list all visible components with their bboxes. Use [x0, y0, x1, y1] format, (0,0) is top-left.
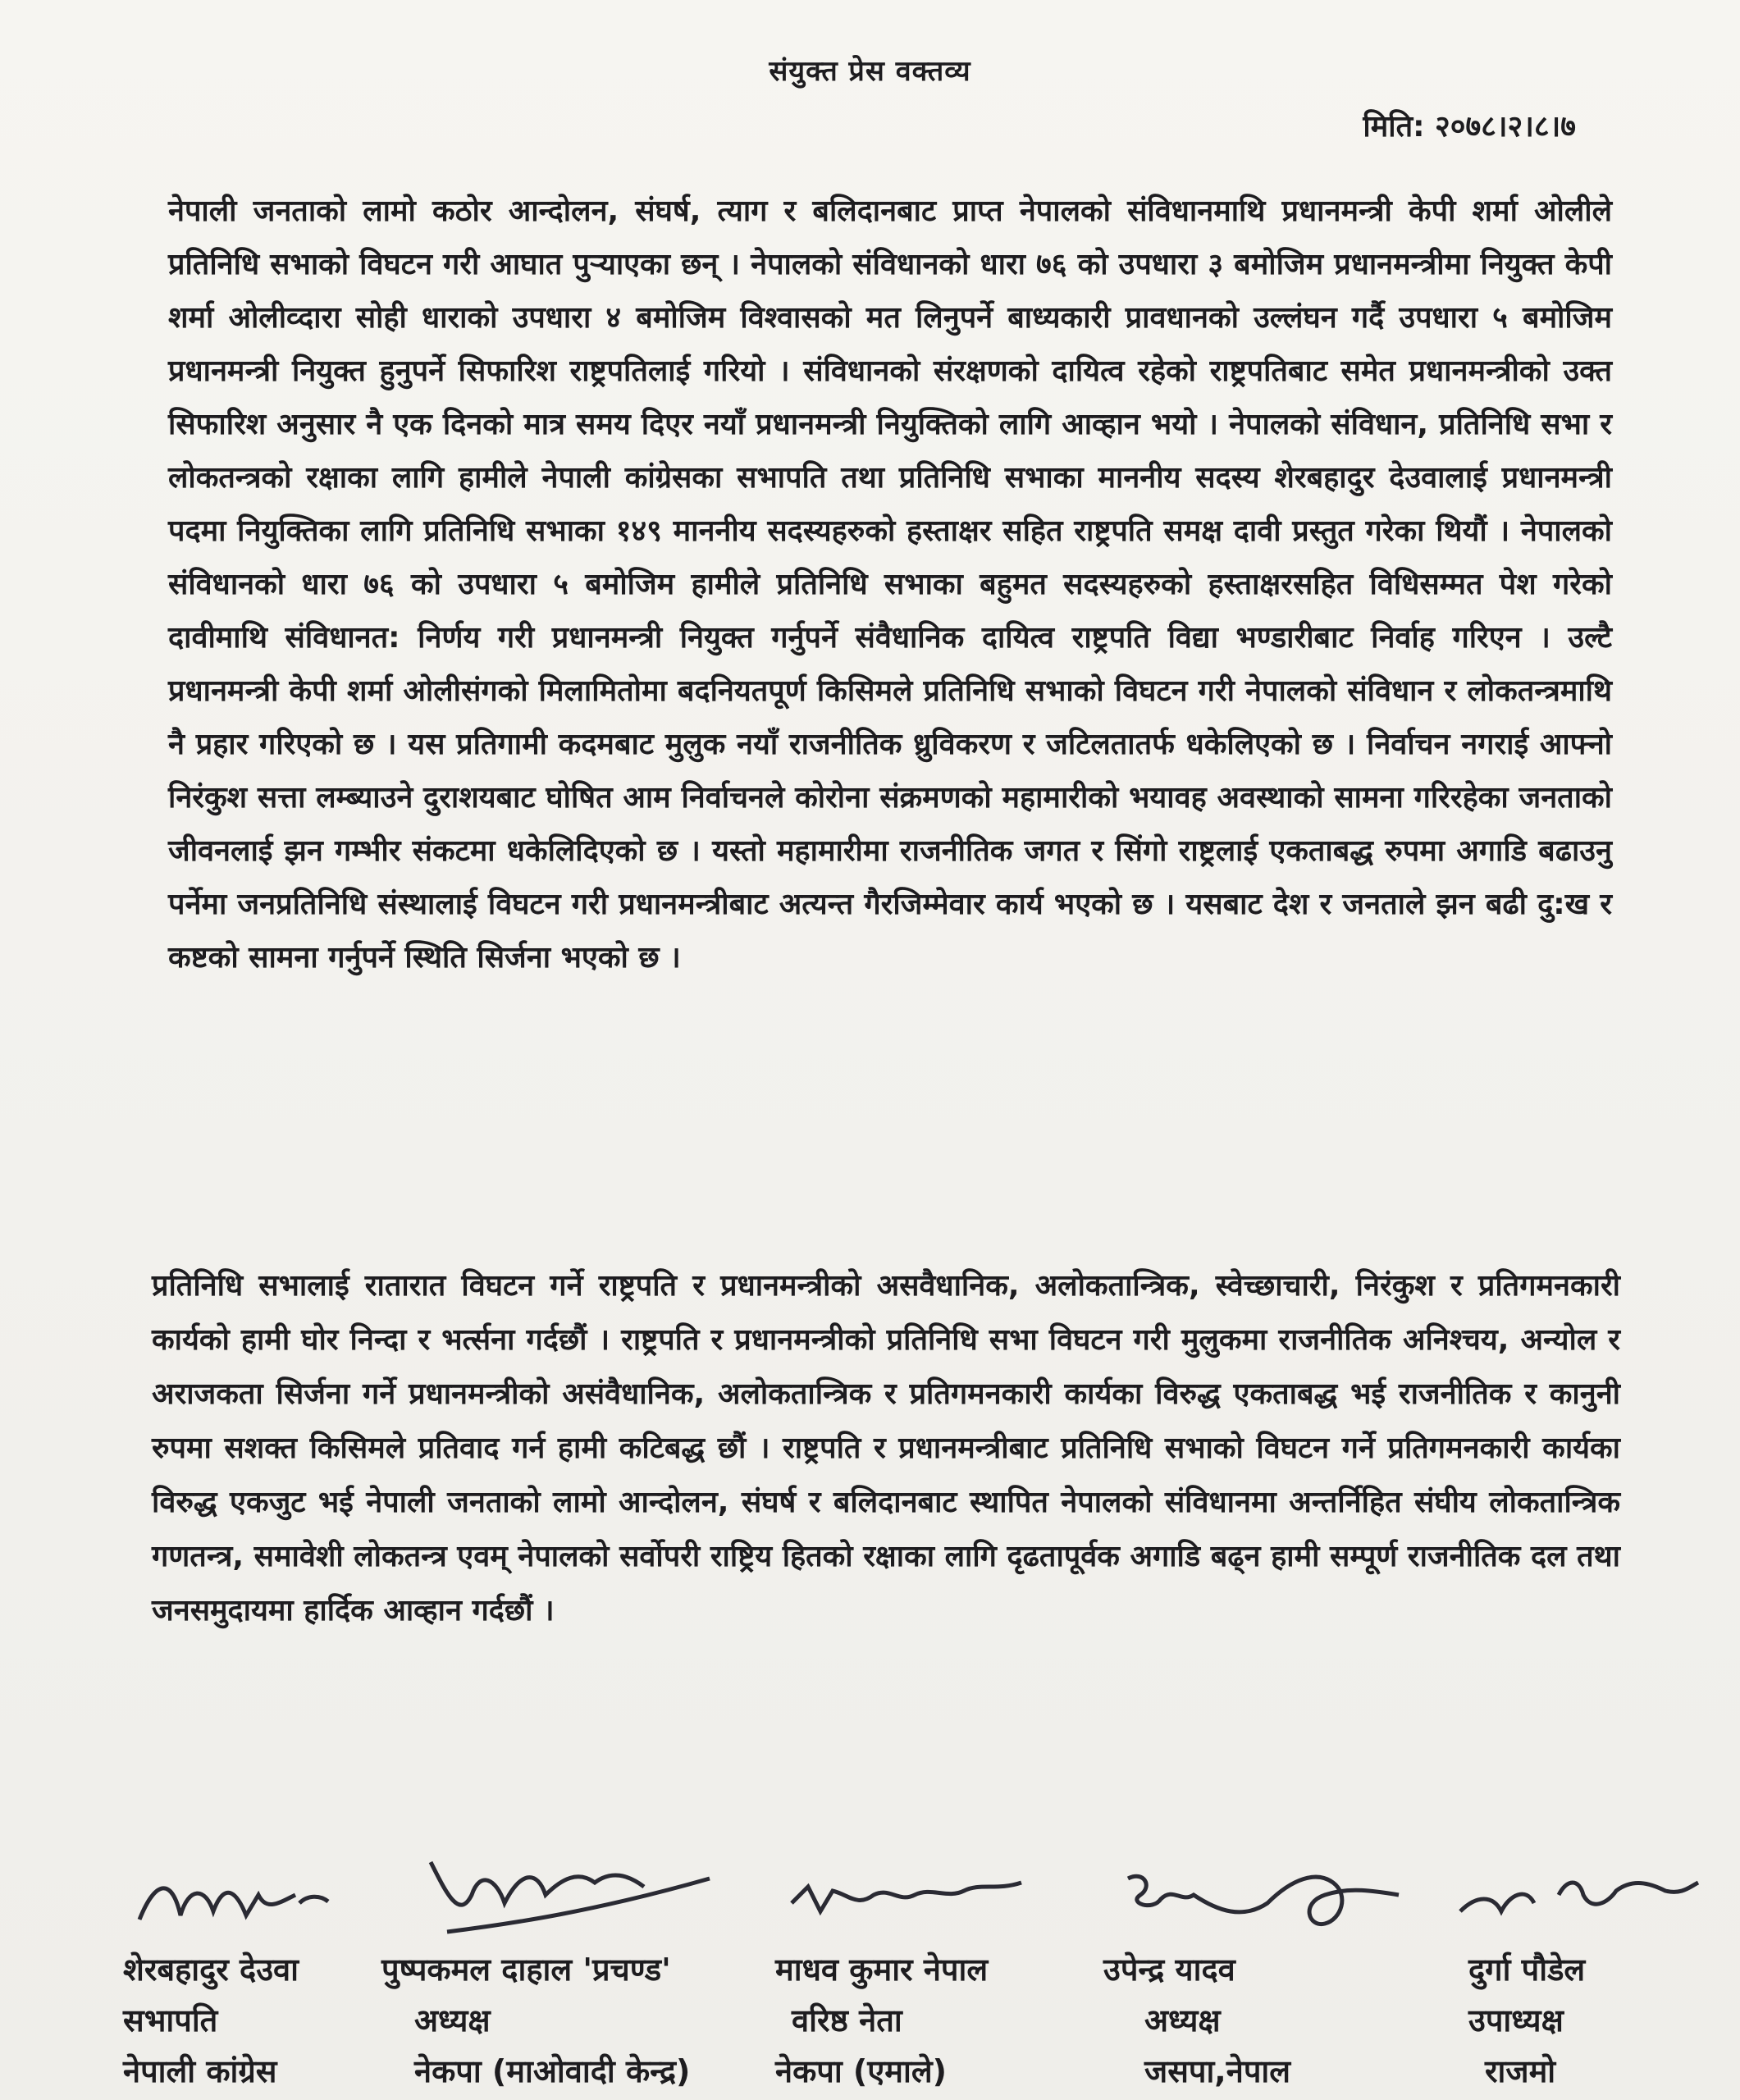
signatory-party: जसपा,नेपाल	[1144, 2053, 1291, 2089]
statement-paragraph-2: प्रतिनिधि सभालाई रातारात विघटन गर्ने राष्ट्रपति र प्रधानमन्त्रीको असवैधानिक, अलोकतान्त्रिक, स्वेच्छाचारी, निरंकुश र प्रतिगमनकारी कार्यको हामी घोर निन्दा र भर्त्सना गर्दछौं । राष्ट्रपति र प्रधानमन्त्रीको प्रतिनिधि सभा विघटन गरी मुलुकमा राजनीतिक अनिश्चय, अन्योल र अराजकता सिर्जना गर्ने प्रधानमन्त्रीको असंवैधानिक, अलोकतान्त्रिक र प्रतिगमनकारी कार्यका विरुद्ध एकताबद्ध भई राजनीतिक र कानुनी रुपमा सशक्त किसिमले प्रतिवाद गर्न हामी कटिबद्ध छौं । राष्ट्रपति र प्रधानमन्त्रीबाट प्रतिनिधि सभाको विघटन गर्ने प्रतिगमनकारी कार्यका विरुद्ध एकजुट भई नेपाली जनताको लामो आन्दोलन, संघर्ष र बलिदानबाट स्थापित नेपालको संविधानमा अन्तर्निहित संघीय लोकतान्त्रिक गणतन्त्र, समावेशी लोकतन्त्र एवम् नेपालको सर्वोपरी राष्ट्रिय हितको रक्षाका लागि दृढतापूर्वक अगाडि बढ्न हामी सम्पूर्ण राजनीतिक दल तथा जनसमुदायमा हार्दिक आव्हान गर्दछौं ।	[152, 1269, 1620, 1628]
document-date: मिति: २०७८।२।८।७	[1363, 110, 1576, 144]
signatory-2	[381, 1846, 734, 2097]
signatory-party: राजमो	[1485, 2053, 1556, 2089]
statement-paragraph-1: नेपाली जनताको लामो कठोर आन्दोलन, संघर्ष, त्याग र बलिदानबाट प्राप्त नेपालको संविधानमाथि प्रधानमन्त्री केपी शर्मा ओलीले प्रतिनिधि सभाको विघटन गरी आघात पुर्‍याएका छन् । नेपालको संविधानको धारा ७६ को उपधारा ३ बमोजिम प्रधानमन्त्रीमा नियुक्त केपी शर्मा ओलीव्दारा सोही धाराको उपधारा ४ बमोजिम विश्वासको मत लिनुपर्ने बाध्यकारी प्रावधानको उल्लंघन गर्दै उपधारा ५ बमोजिम प्रधानमन्त्री नियुक्त हुनुपर्ने सिफारिश राष्ट्रपतिलाई गरियो । संविधानको संरक्षणको दायित्व रहेको राष्ट्रपतिबाट समेत प्रधानमन्त्रीको उक्त सिफारिश अनुसार नै एक दिनको मात्र समय दिएर नयाँ प्रधानमन्त्री नियुक्तिको लागि आव्हान भयो । नेपालको संविधान, प्रतिनिधि सभा र लोकतन्त्रको रक्षाका लागि हामीले नेपाली कांग्रेसका सभापति तथा प्रतिनिधि सभाका माननीय सदस्य शेरबहादुर देउवालाई प्रधानमन्त्री पदमा नियुक्तिका लागि प्रतिनिधि सभाका १४९ माननीय सदस्यहरुको हस्ताक्षर सहित राष्ट्रपति समक्ष दावी प्रस्तुत गरेका थियौं । नेपालको संविधानको धारा ७६ को उपधारा ५ बमोजिम हामीले प्रतिनिधि सभाका बहुमत सदस्यहरुको हस्ताक्षरसहित विधिसम्मत पेश गरेको दावीमाथि संविधानत: निर्णय गरी प्रधानमन्त्री नियुक्त गर्नुपर्ने संवैधानिक दायित्व राष्ट्रपति विद्या भण्डारीबाट निर्वाह गरिएन । उल्टै प्रधानमन्त्री केपी शर्मा ओलीसंगको मिलामितोमा बदनियतपूर्ण किसिमले प्रतिनिधि सभाको विघटन गरी नेपालको संविधान र लोकतन्त्रमाथि नै प्रहार गरिएको छ । यस प्रतिगामी कदमबाट मुलुक नयाँ राजनीतिक ध्रुविकरण र जटिलतातर्फ धकेलिएको छ । निर्वाचन नगराई आफ्नो निरंकुश सत्ता लम्ब्याउने दुराशयबाट घोषित आम निर्वाचनले कोरोना संक्रमणको महामारीको भयावह अवस्थाको सामना गरिरहेका जनताको जीवनलाई झन गम्भीर संकटमा धकेलिदिएको छ । यस्तो महामारीमा राजनीतिक जगत र सिंगो राष्ट्रलाई एकताबद्ध रुपमा अगाडि बढाउनु पर्नेमा जनप्रतिनिधि संस्थालाई विघटन गरी प्रधानमन्त्रीबाट अत्यन्त गैरजिम्मेवार कार्य भएको छ । यसबाट देश र जनताले झन बढी दु:ख र कष्टको सामना गर्नुपर्ने स्थिति सिर्जना भएको छ ।	[168, 194, 1612, 975]
signatory-party: नेकपा (एमाले)	[775, 2053, 948, 2089]
handwritten-signature-3	[775, 1846, 1038, 1944]
handwritten-signature-2	[381, 1846, 734, 1944]
handwritten-signature-4	[1103, 1846, 1415, 1944]
signatory-name: दुर्गा पौडेल	[1468, 1952, 1586, 1988]
signatory-5	[1436, 1846, 1706, 2097]
signatory-role: वरिष्ठ नेता	[792, 2002, 902, 2038]
signatory-3	[775, 1846, 1038, 2097]
signatory-party: नेकपा (माओवादी केन्द्र)	[414, 2053, 691, 2089]
signatory-role: सभापति	[123, 2002, 218, 2038]
document-title: संयुक्त प्रेस वक्तव्य	[769, 55, 971, 88]
signatory-role: अध्यक्ष	[1144, 2002, 1221, 2038]
signatory-role: उपाध्यक्ष	[1468, 2002, 1564, 2038]
handwritten-signature-1	[123, 1846, 336, 1944]
signatory-4	[1103, 1846, 1415, 2097]
signatory-party: नेपाली कांग्रेस	[123, 2053, 277, 2089]
handwritten-signature-5	[1436, 1846, 1706, 1944]
signatory-role: अध्यक्ष	[414, 2002, 491, 2038]
signatory-name: पुष्पकमल दाहाल 'प्रचण्ड'	[381, 1952, 671, 1988]
signatory-name: शेरबहादुर देउवा	[123, 1952, 299, 1988]
signatures-block	[123, 1846, 1682, 2092]
signatory-name: उपेन्द्र यादव	[1103, 1952, 1235, 1988]
signatory-name: माधव कुमार नेपाल	[775, 1952, 989, 1988]
signatory-1	[123, 1846, 336, 2097]
